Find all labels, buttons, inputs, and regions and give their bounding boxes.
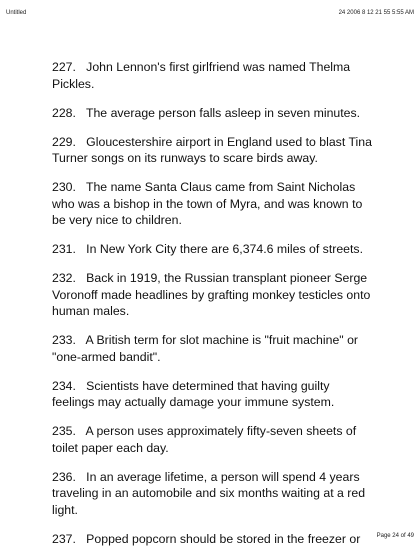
fact-233: 233. A British term for slot machine is "fruit machine" or "one-armed bandit".: [52, 333, 362, 364]
fact-229: 229. Gloucestershire airport in England used to blast Tina Turner songs on its runways to scare birds away.: [52, 134, 376, 165]
fact-228: 228. The average person falls asleep in seven minutes.: [52, 105, 361, 120]
document-body: [52, 59, 374, 560]
fact-234: 234. Scientists have determined that having guilty feelings may actually damage your immune system.: [52, 378, 335, 409]
page-number: Page 24 of 49: [376, 533, 414, 539]
document-title: Untitled: [6, 10, 27, 16]
fact-232: 232. Back in 1919, the Russian transplant pioneer Serge Voronoff made headlines by grafting monkey testicles onto human males.: [52, 271, 374, 318]
fact-236: 236. In an average lifetime, a person will spend 4 years traveling in an automobile and six months waiting at a red light.: [52, 469, 369, 517]
print-timestamp: 24 2006 8 12 21 55 5:55 AM: [338, 10, 414, 16]
page-header: [6, 10, 414, 20]
fact-231: 231. In New York City there are 6,374.6 miles of streets.: [52, 242, 363, 256]
fact-230: 230. The name Santa Claus came from Saint Nicholas who was a bishop in the town of Myra, and was known to be very nice to children.: [52, 180, 366, 227]
fact-227: 227. John Lennon's first girlfriend was named Thelma Pickles.: [52, 60, 354, 91]
fact-235: 235. A person uses approximately fifty-seven sheets of toilet paper each day.: [52, 424, 360, 455]
fact-237: 237. Popped popcorn should be stored in the freezer or: [52, 531, 361, 546]
